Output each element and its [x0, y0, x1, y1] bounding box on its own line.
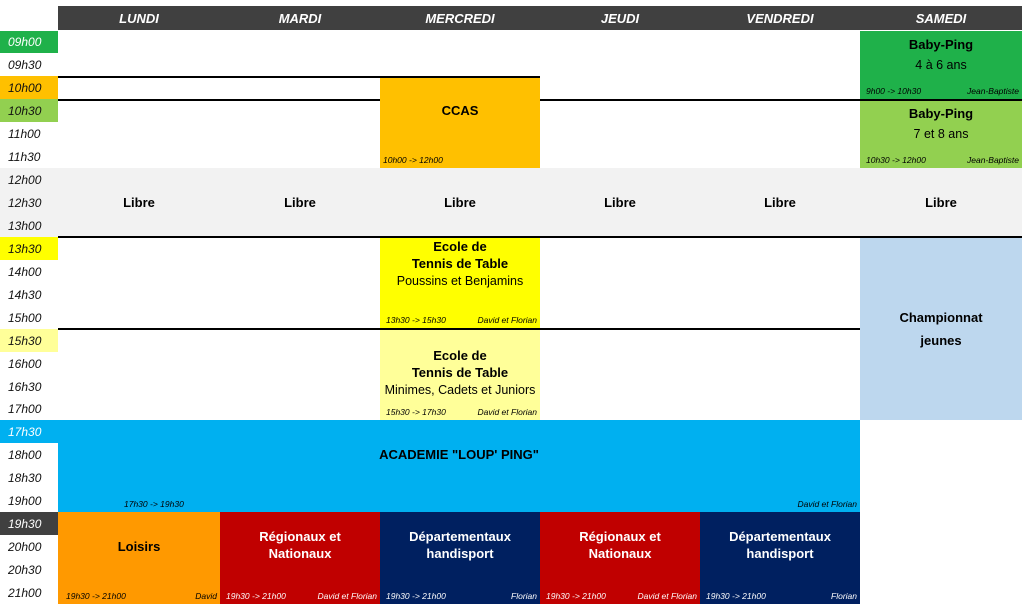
block-title-line1: Ecole de	[433, 239, 487, 254]
block-title: Baby-Ping	[908, 106, 974, 121]
block-title-line2: Tennis de Table	[411, 365, 509, 380]
time-slot: 13h00	[8, 218, 42, 233]
time-slot: 13h30	[0, 237, 58, 260]
time-slot: 11h00	[8, 126, 41, 141]
time-slot: 18h00	[8, 447, 42, 462]
time-slot: 12h00	[8, 172, 42, 187]
block-title-line2: handisport	[426, 546, 494, 561]
time-slot: 19h00	[8, 493, 42, 508]
time-slot: 18h30	[8, 470, 42, 485]
block-title-line1: Régionaux et	[579, 529, 661, 544]
time-slot: 14h00	[8, 264, 42, 279]
block-coach: David et Florian	[637, 591, 697, 601]
block-hours: 19h30 -> 21h00	[386, 591, 446, 601]
time-slot: 16h00	[8, 356, 42, 371]
block-coach: David	[195, 591, 217, 601]
block-footer	[386, 315, 537, 325]
block-coach: David et Florian	[477, 407, 537, 417]
time-slot: 16h30	[8, 379, 42, 394]
block-hours: 19h30 -> 21h00	[66, 591, 126, 601]
time-slot: 17h00	[8, 402, 42, 416]
time-slot: 20h00	[8, 539, 42, 554]
block-title-line2: Nationaux	[588, 546, 652, 561]
block-title-line2: Tennis de Table	[411, 256, 509, 271]
block-ccas	[380, 78, 540, 168]
block-coach: David et Florian	[477, 315, 537, 325]
block-footer	[706, 591, 857, 601]
block-hours: 9h00 -> 10h30	[866, 86, 922, 96]
time-slot: 20h30	[8, 562, 42, 577]
block-footer	[866, 86, 1019, 96]
block-footer	[386, 591, 537, 601]
time-slot: 10h00	[0, 76, 58, 99]
block-championnat-jeunes	[860, 238, 1022, 420]
block-title: Loisirs	[117, 539, 161, 554]
day-header-jeudi: JEUDI	[540, 6, 700, 30]
block-loisirs	[58, 512, 220, 604]
time-slot: 19h30	[0, 512, 58, 535]
time-slot: 14h30	[8, 287, 42, 302]
time-slot: 15h30	[0, 329, 58, 352]
block-ecole-poussins	[380, 238, 540, 328]
block-title-line1: Départementaux	[409, 529, 511, 544]
block-hours: 15h30 -> 17h30	[386, 407, 446, 417]
block-title-line1: Départementaux	[729, 529, 831, 544]
block-hours: 10h30 -> 12h00	[866, 155, 926, 165]
block-footer	[124, 499, 857, 509]
block-hours: 10h00 -> 12h00	[383, 155, 443, 165]
time-slot: 11h30	[8, 149, 41, 164]
block-departementaux-vendredi	[700, 512, 860, 604]
time-slot: 21h00	[8, 585, 42, 600]
day-header-lundi: LUNDI	[58, 6, 220, 30]
day-header-vendredi: VENDREDI	[700, 6, 860, 30]
block-title: ACADEMIE "LOUP' PING"	[379, 447, 539, 462]
block-academie	[58, 420, 860, 512]
block-regionaux-mardi	[220, 512, 380, 604]
block-departementaux-mercredi	[380, 512, 540, 604]
block-title-line1: Ecole de	[433, 348, 487, 363]
block-footer	[866, 155, 1019, 165]
libre-lundi: Libre	[123, 195, 155, 210]
libre-samedi: Libre	[925, 195, 957, 210]
block-hours: 19h30 -> 21h00	[706, 591, 766, 601]
time-slot: 17h30	[0, 420, 58, 443]
block-footer	[386, 407, 537, 417]
time-slot: 10h30	[0, 99, 58, 122]
block-coach: Florian	[511, 591, 537, 601]
block-subtitle: Minimes, Cadets et Juniors	[384, 383, 536, 397]
time-slot: 15h00	[8, 310, 42, 325]
time-slot: 09h30	[8, 57, 42, 72]
block-footer	[226, 591, 377, 601]
time-slot: 12h30	[8, 195, 42, 210]
block-ecole-minimes	[380, 330, 540, 420]
day-header-mardi: MARDI	[220, 6, 380, 30]
libre-mercredi: Libre	[444, 195, 476, 210]
block-title-line2: Nationaux	[268, 546, 332, 561]
block-subtitle: 4 à 6 ans	[915, 58, 967, 72]
block-coach: David et Florian	[317, 591, 377, 601]
block-hours: 19h30 -> 21h00	[226, 591, 286, 601]
day-header-mercredi: MERCREDI	[380, 6, 540, 30]
block-footer	[66, 591, 217, 601]
block-baby-ping-4-6	[860, 31, 1022, 99]
block-footer	[383, 155, 537, 165]
block-coach: David et Florian	[797, 499, 857, 509]
block-title-line1: Régionaux et	[259, 529, 341, 544]
libre-vendredi: Libre	[764, 195, 796, 210]
day-header-samedi: SAMEDI	[860, 6, 1022, 30]
block-title-line1: Championnat	[899, 310, 983, 325]
time-slot: 09h00	[0, 31, 58, 53]
block-subtitle: Poussins et Benjamins	[396, 274, 524, 288]
block-hours: 13h30 -> 15h30	[386, 315, 446, 325]
block-title: Baby-Ping	[908, 37, 974, 52]
block-hours: 17h30 -> 19h30	[124, 499, 184, 509]
block-coach: Jean-Baptiste	[967, 155, 1019, 165]
block-coach: Florian	[831, 591, 857, 601]
block-hours: 19h30 -> 21h00	[546, 591, 606, 601]
block-baby-ping-7-8	[860, 101, 1022, 168]
block-title: CCAS	[441, 103, 479, 118]
block-regionaux-jeudi	[540, 512, 700, 604]
block-title-line2: handisport	[746, 546, 814, 561]
block-coach: Jean-Baptiste	[967, 86, 1019, 96]
block-subtitle: 7 et 8 ans	[913, 127, 969, 141]
libre-mardi: Libre	[284, 195, 316, 210]
block-footer	[546, 591, 697, 601]
libre-jeudi: Libre	[604, 195, 636, 210]
block-title-line2: jeunes	[920, 333, 962, 348]
